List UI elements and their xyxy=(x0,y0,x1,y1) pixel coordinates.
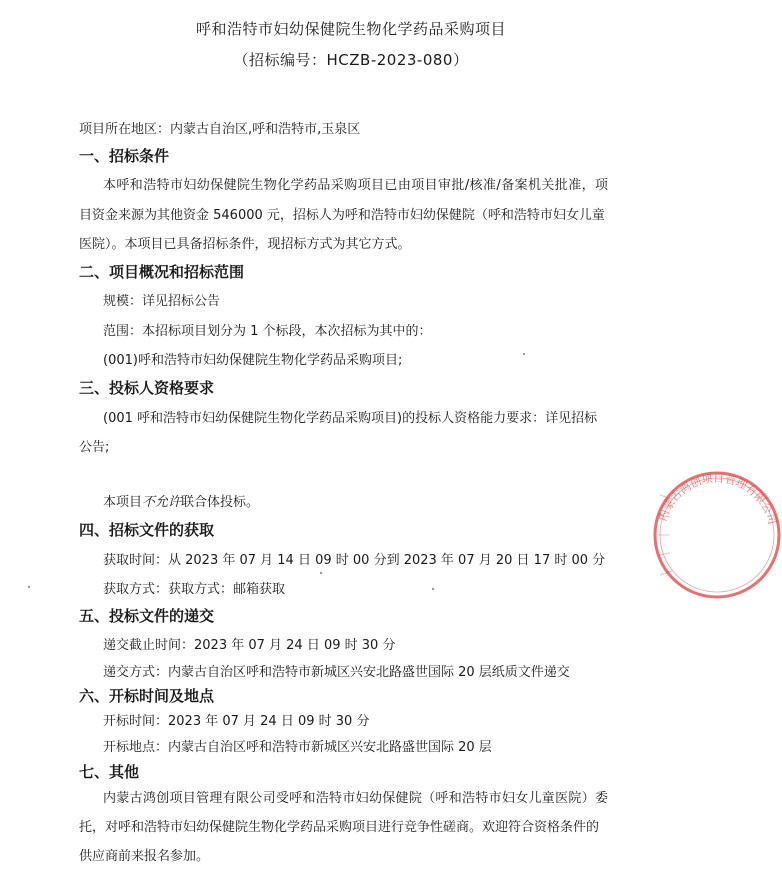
tender-number: （招标编号：HCZB-2023-080） xyxy=(233,51,469,69)
section-4-heading: 四、招标文件的获取 xyxy=(79,521,215,539)
submission-method: 递交方式：内蒙古自治区呼和浩特市新城区兴安北路盛世国际 20 层纸质文件递交 xyxy=(103,665,570,680)
obtain-method: 获取方式：获取方式：邮箱获取 xyxy=(103,582,286,597)
section-6-heading: 六、开标时间及地点 xyxy=(79,687,215,705)
document-title: 呼和浩特市妇幼保健院生物化学药品采购项目 xyxy=(195,20,506,38)
section-7-line-2: 托，对呼和浩特市妇幼保健院生物化学药品采购项目进行竞争性磋商。欢迎符合资格条件的 xyxy=(79,820,600,835)
opening-time: 开标时间：2023 年 07 月 24 日 09 时 30 分 xyxy=(103,714,370,729)
scan-speck xyxy=(28,586,30,588)
qualification-line-2: 公告; xyxy=(79,440,110,455)
scan-speck xyxy=(523,353,525,355)
opening-place: 开标地点：内蒙古自治区呼和浩特市新城区兴安北路盛世国际 20 层 xyxy=(103,740,492,755)
section-1-line-2: 目资金来源为其他资金 546000 元，招标人为呼和浩特市妇幼保健院（呼和浩特市妇女儿童 xyxy=(79,208,605,223)
joint-suffix: 联合体投标。 xyxy=(181,495,260,510)
joint-prefix: 本项目 xyxy=(103,495,143,510)
section-1-line-1: 本呼和浩特市妇幼保健院生物化学药品采购项目已由项目审批/核准/备案机关批准，项 xyxy=(103,178,608,193)
joint-bidding-note xyxy=(103,494,259,512)
project-scope: 范围：本招标项目划分为 1 个标段，本次招标为其中的： xyxy=(103,324,432,339)
section-1-heading: 一、招标条件 xyxy=(79,147,170,165)
section-2-heading: 二、项目概况和招标范围 xyxy=(79,263,245,281)
section-1-line-3: 医院）。本项目已具备招标条件，现招标方式为其它方式。 xyxy=(79,237,411,252)
joint-not-allowed: 不允许 xyxy=(142,495,182,510)
project-location: 项目所在地区：内蒙古自治区,呼和浩特市,玉泉区 xyxy=(79,122,361,137)
svg-text:内蒙古鸿创项目管理有限公司 xyxy=(655,472,779,526)
submission-deadline: 递交截止时间：2023 年 07 月 24 日 09 时 30 分 xyxy=(103,638,396,653)
official-seal-stamp xyxy=(652,455,782,615)
section-7-heading: 七、其他 xyxy=(79,763,140,781)
qualification-line-1: (001 呼和浩特市妇幼保健院生物化学药品采购项目)的投标人资格能力要求：详见招标 xyxy=(103,411,598,426)
seal-text: 内蒙古鸿创项目管理有限公司 xyxy=(656,471,779,526)
section-7-line-3: 供应商前来报名参加。 xyxy=(79,849,210,864)
project-scale: 规模：详见招标公告 xyxy=(103,294,221,309)
section-3-heading: 三、投标人资格要求 xyxy=(79,379,215,397)
scan-speck xyxy=(320,572,322,574)
section-5-heading: 五、投标文件的递交 xyxy=(79,607,215,625)
lot-item: (001)呼和浩特市妇幼保健院生物化学药品采购项目; xyxy=(103,353,403,368)
section-7-line-1: 内蒙古鸿创项目管理有限公司受呼和浩特市妇幼保健院（呼和浩特市妇女儿童医院）委 xyxy=(103,791,608,806)
obtain-time: 获取时间：从 2023 年 07 月 14 日 09 时 00 分到 2023 年 07 月 20 日 17 时 00 分 xyxy=(103,553,606,568)
scan-speck xyxy=(432,588,434,590)
